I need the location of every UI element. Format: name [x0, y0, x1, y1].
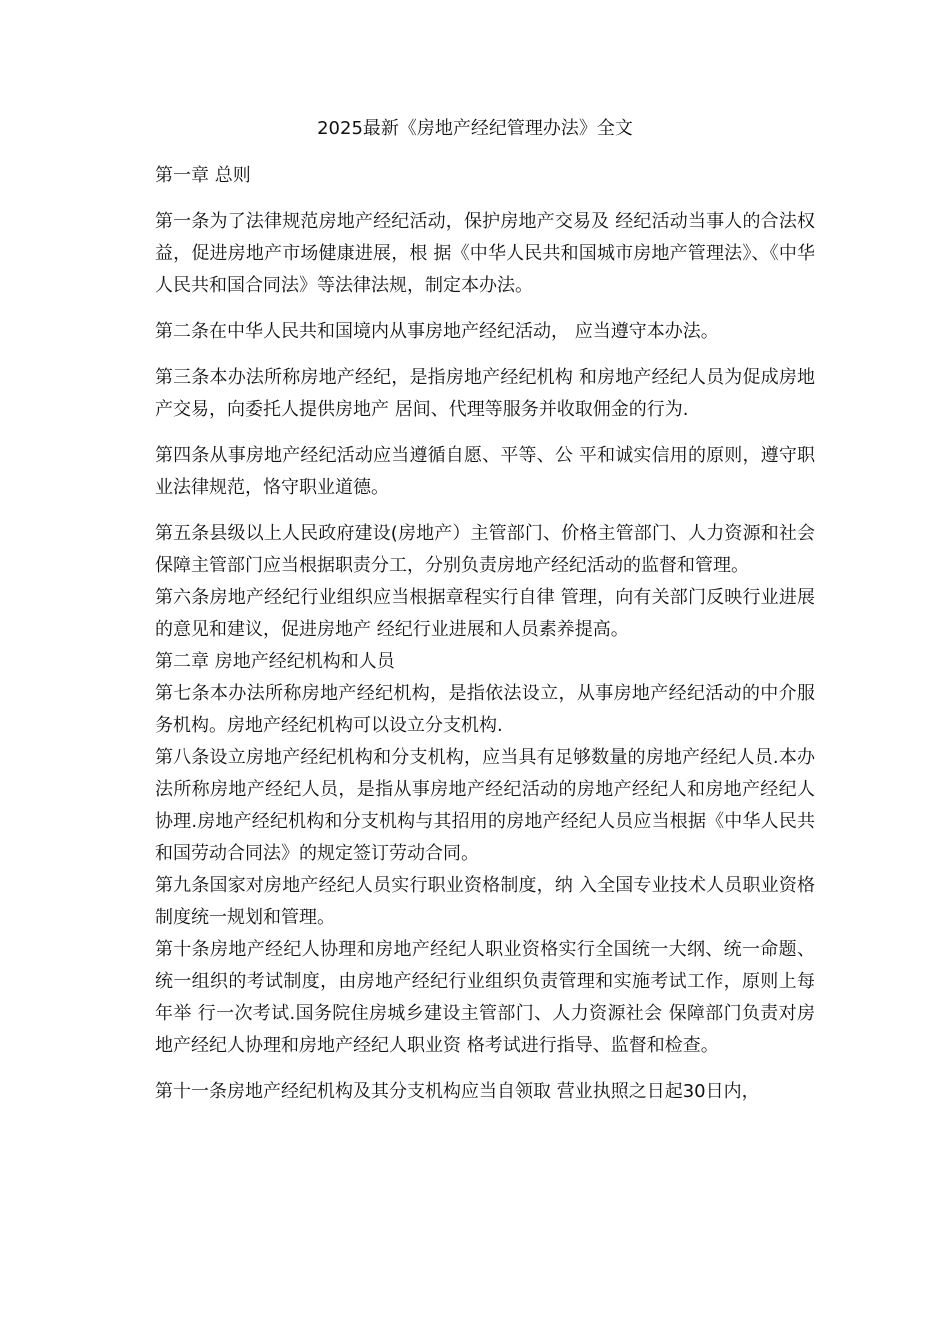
article-paragraph: 第八条设立房地产经纪机构和分支机构，应当具有足够数量的房地产经纪人员.本办法所称房地产经纪人员，是指从事房地产经纪活动的房地产经纪人和房地产经纪人协理.房地产经纪机构和分支机构与其招用的房地产经纪人员应当根据《中华人民共和国劳动合同法》的规定签订劳动合同。: [155, 747, 815, 864]
chapter-heading: 第二章 房地产经纪机构和人员: [155, 651, 395, 672]
article-paragraph: 第二条在中华人民共和国境内从事房地产经纪活动， 应当遵守本办法。: [155, 321, 719, 342]
article-paragraph: 第七条本办法所称房地产经纪机构，是指依法设立，从事房地产经纪活动的中介服务机构。房地产经纪机构可以设立分支机构.: [155, 683, 815, 736]
article-paragraph: 第四条从事房地产经纪活动应当遵循自愿、平等、公 平和诚实信用的原则，遵守职业法律规范，恪守职业道德。: [155, 445, 815, 498]
document-title: 2025最新《房地产经纪管理办法》全文: [317, 118, 633, 139]
article-paragraph: 第十一条房地产经纪机构及其分支机构应当自领取 营业执照之日起30日内，: [155, 1081, 760, 1102]
article-paragraph: 第九条国家对房地产经纪人员实行职业资格制度，纳 入全国专业技术人员职业资格制度统一规划和管理。: [155, 875, 815, 928]
article-paragraph: 第五条县级以上人民政府建设(房地产）主管部门、价格主管部门、人力资源和社会保障主管部门应当根据职责分工，分别负责房地产经纪活动的监督和管理。: [155, 523, 815, 576]
article-paragraph: 第六条房地产经纪行业组织应当根据章程实行自律 管理，向有关部门反映行业进展的意见和建议，促进房地产 经纪行业进展和人员素养提高。: [155, 587, 815, 640]
article-paragraph: 第一条为了法律规范房地产经纪活动，保护房地产交易及 经纪活动当事人的合法权益，促进房地产市场健康进展，根 据《中华人民共和国城市房地产管理法》、《中华人民共和国合同法》等法律法规，制定本办法。: [155, 211, 815, 296]
article-paragraph: 第十条房地产经纪人协理和房地产经纪人职业资格实行全国统一大纲、统一命题、统一组织的考试制度，由房地产经纪行业组织负责管理和实施考试工作，原则上每年举 行一次考试.国务院住房城乡建设主管部门、人力资源社会 保障部门负责对房地产经纪人协理和房地产经纪人职业资 格考试进行指导、监督和检查。: [155, 939, 815, 1056]
chapter-heading: 第一章 总则: [155, 165, 251, 186]
article-paragraph: 第三条本办法所称房地产经纪，是指房地产经纪机构 和房地产经纪人员为促成房地产交易，向委托人提供房地产 居间、代理等服务并收取佣金的行为.: [155, 367, 815, 420]
document-body: [155, 160, 815, 1108]
